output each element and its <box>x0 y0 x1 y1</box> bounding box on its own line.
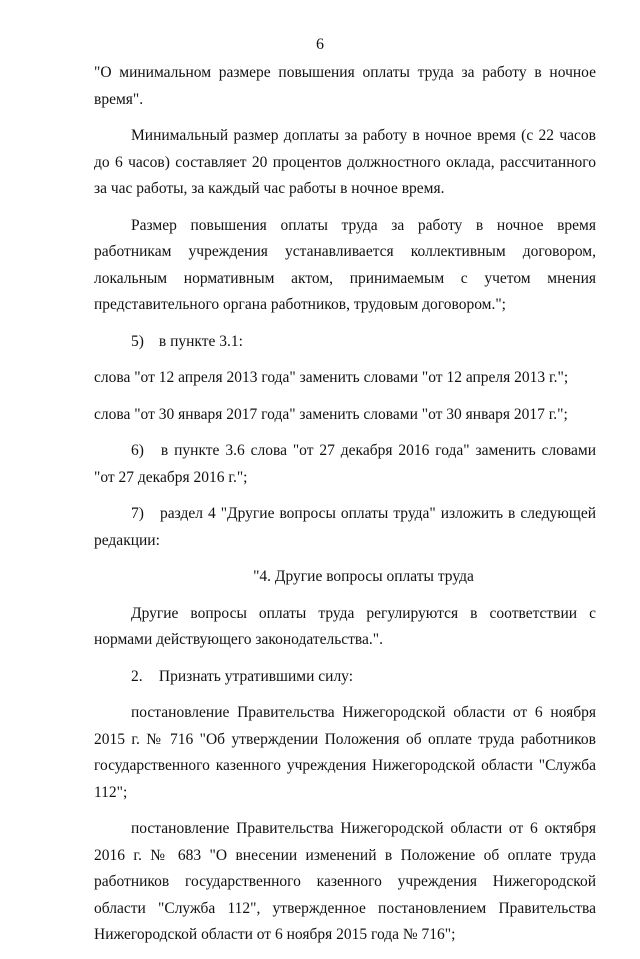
paragraph-night-pay-size: Размер повышения оплаты труда за работу в ночное время работникам учреждения устанавливается коллективным договором, локальным нормативным актом, принимаемым с учетом мнения представительного органа работников, трудовым договором."; <box>94 216 596 313</box>
list-item-text: раздел 4 "Другие вопросы оплаты труда" изложить в следующей редакции: <box>94 505 596 549</box>
list-item-number: 5) <box>131 332 144 350</box>
paragraph-resolution-716: постановление Правительства Нижегородской области от 6 ноября 2015 г. № 716 "Об утверждении Положения об оплате труда работников государственного казенного учреждения Нижегородской области "Служба 112"; <box>94 704 596 801</box>
page-number: 6 <box>316 36 324 53</box>
section-4-heading: "4. Другие вопросы оплаты труда <box>253 568 474 585</box>
list-item-7 <box>94 501 596 554</box>
paragraph-resolution-683: постановление Правительства Нижегородской области от 6 октября 2016 г. № 683 "О внесении изменений в Положение об оплате труда работников государственного казенного учреждения Нижегородской области "Служба 112", утвержденное постановлением Правительства Нижегородской области от 6 ноября 2015 года № 716"; <box>94 820 596 943</box>
list-item-number: 2. <box>131 667 143 685</box>
paragraph-minimum-night-pay: Минимальный размер доплаты за работу в ночное время (с 22 часов до 6 часов) составляет 20 процентов должностного оклада, рассчитанного за час работы, за каждый час работы в ночное время. <box>94 127 596 197</box>
paragraph-replace-april: слова "от 12 апреля 2013 года" заменить словами "от 12 апреля 2013 г."; <box>94 369 569 386</box>
list-item-number: 6) <box>131 442 144 459</box>
paragraph-replace-january: слова "от 30 января 2017 года" заменить словами "от 30 января 2017 г."; <box>94 405 568 423</box>
list-item-text: Признать утратившими силу: <box>158 667 354 685</box>
list-item-2 <box>94 664 596 691</box>
paragraph-title-continuation: "О минимальном размере повышения оплаты труда за работу в ночное время". <box>94 64 596 108</box>
list-item-text: в пункте 3.1: <box>158 332 243 350</box>
list-item-5 <box>94 329 596 356</box>
list-item-number: 7) <box>131 505 144 522</box>
list-item-text: в пункте 3.6 слова "от 27 декабря 2016 года" заменить словами "от 27 декабря 2016 г."; <box>94 442 597 486</box>
list-item-6 <box>94 438 596 491</box>
paragraph-other-pay-questions: Другие вопросы оплаты труда регулируются в соответствии с нормами действующего законодательства.". <box>94 604 596 648</box>
document-body <box>94 60 596 959</box>
